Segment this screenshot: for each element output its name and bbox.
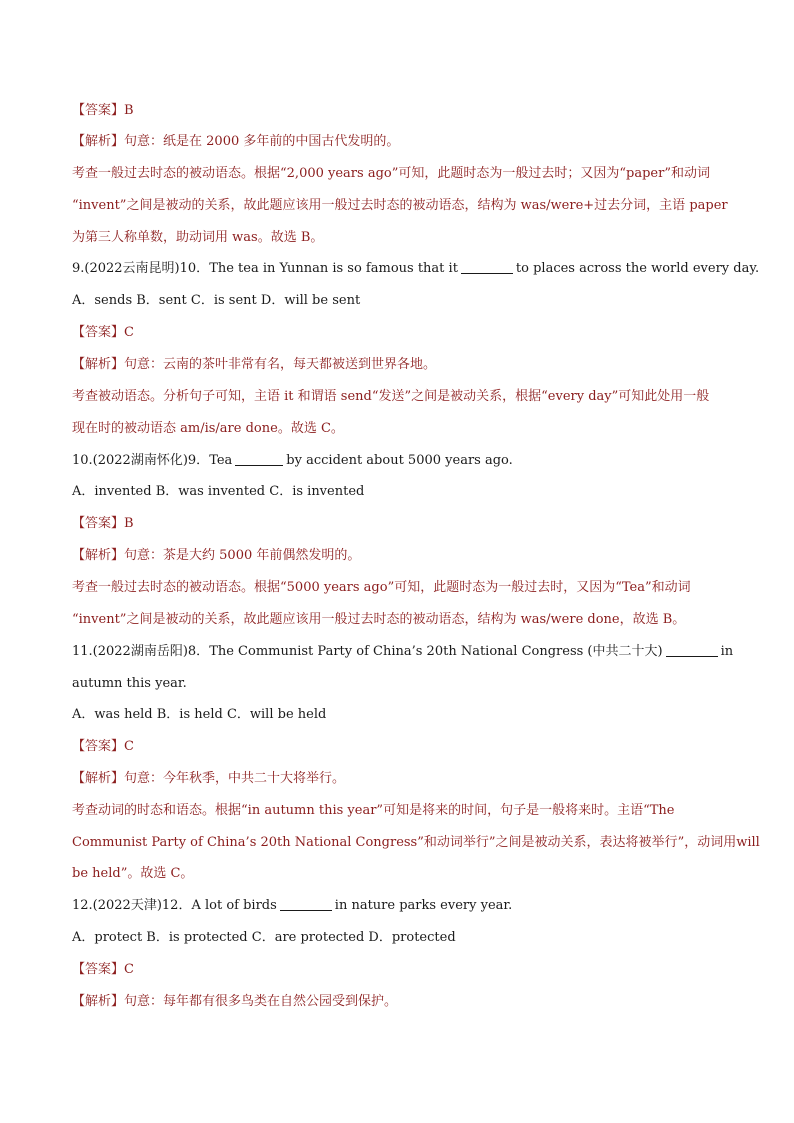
question-12-stem	[72, 895, 732, 917]
analysis-text: 。故选 C。	[127, 866, 194, 881]
analysis-text: 可知此处用一般	[618, 389, 710, 404]
question-text: Tea	[209, 453, 233, 468]
explain-line-8	[72, 131, 732, 153]
question-options: A．sends B．sent C．is sent D．will be sent	[72, 293, 361, 308]
explain-line-9	[72, 354, 732, 376]
answer-blank	[461, 261, 513, 274]
analysis-text: 和动词	[670, 166, 710, 181]
answer-label: 【答案】	[72, 325, 125, 340]
meaning-text: 今年秋季，中共二十大将举行。	[163, 771, 346, 786]
explain-line-11	[72, 768, 732, 790]
explain-label: 【解析】	[72, 548, 125, 563]
analysis-text: 可知是将来的时间，句子是一般将来时。主语	[383, 803, 644, 818]
question-source: 11.(2022湖南岳阳)8．	[72, 644, 210, 659]
explain-line-10	[72, 545, 732, 567]
meaning-label: 句意：	[124, 771, 164, 786]
answer-label: 【答案】	[72, 516, 125, 531]
analysis-text: 可知，此题时态为一般过去时，又因为	[394, 580, 616, 595]
answer-value: C	[124, 962, 134, 977]
analysis-term: will	[736, 835, 760, 850]
analysis-text: 考查一般过去时态的被动语态。根据	[72, 166, 281, 181]
analysis-line-9-1	[72, 386, 732, 408]
analysis-text: 之间是被动的关系，故此题应该用一般过去时态的被动语态，结构为	[126, 612, 521, 627]
meaning-label: 句意：	[124, 134, 164, 149]
meaning-text: 纸是在 2000 多年前的中国古代发明的。	[163, 134, 400, 149]
explain-label: 【解析】	[72, 134, 125, 149]
meaning-label: 句意：	[124, 548, 164, 563]
meaning-label: 句意：	[124, 357, 164, 372]
analysis-quote: “Tea”	[615, 580, 652, 595]
answer-value: B	[124, 103, 134, 118]
analysis-text: 。故选 B。	[257, 230, 324, 245]
analysis-line-9-2	[72, 418, 732, 440]
analysis-text: be held”	[72, 866, 128, 881]
question-source: 10.(2022湖南怀化)9．	[72, 453, 210, 468]
analysis-text: 之间是被动关系，根据	[411, 389, 542, 404]
question-text: to places across the world every day.	[515, 261, 760, 276]
answer-line-10	[72, 513, 732, 535]
analysis-line-11-3	[72, 863, 732, 885]
question-9-stem	[72, 258, 760, 280]
analysis-term: was/were done	[520, 612, 620, 627]
question-11-stem-cont	[72, 673, 732, 695]
question-text: The Communist Party of China’s 20th National Congress (中共二十大)	[209, 644, 663, 659]
answer-label: 【答案】	[72, 103, 125, 118]
question-11-stem	[72, 641, 732, 663]
analysis-line-10-1	[72, 577, 732, 599]
analysis-text: ”之间是被动关系，表达将被举行	[488, 835, 678, 850]
analysis-quote: “in autumn this year”	[241, 803, 384, 818]
meaning-text: 茶是大约 5000 年前偶然发明的。	[163, 548, 361, 563]
analysis-text: Communist Party of China’s 20th National Congress”	[72, 835, 424, 850]
analysis-quote: “every day”	[541, 389, 619, 404]
analysis-quote: “5000 years ago”	[280, 580, 395, 595]
question-options: A．was held B．is held C．will be held	[72, 707, 327, 722]
explain-label: 【解析】	[72, 357, 125, 372]
analysis-text: 之间是被动的关系，故此题应该用一般过去时态的被动语态，结构为	[126, 198, 521, 213]
question-11-options	[72, 704, 732, 726]
explain-label: 【解析】	[72, 771, 125, 786]
analysis-term: was/were+过去分词	[520, 198, 647, 213]
meaning-text: 云南的茶叶非常有名，每天都被送到世界各地。	[163, 357, 437, 372]
analysis-text: ”，动词用	[677, 835, 737, 850]
analysis-line-8-2	[72, 195, 732, 217]
answer-line-8	[72, 100, 732, 122]
question-text: The tea in Yunnan is so famous that it	[209, 261, 458, 276]
question-10-options	[72, 481, 732, 503]
question-options: A．protect B．is protected C．are protected D．protected	[72, 930, 456, 945]
answer-line-12	[72, 959, 732, 981]
analysis-quote: “2,000 years ago”	[280, 166, 399, 181]
question-text: in nature parks every year.	[334, 898, 513, 913]
answer-value: C	[124, 325, 134, 340]
analysis-line-10-2	[72, 609, 732, 631]
question-source: 12.(2022天津)12．	[72, 898, 192, 913]
analysis-quote: “发送”	[371, 389, 412, 404]
meaning-text: 每年都有很多鸟类在自然公园受到保护。	[163, 994, 398, 1009]
explain-line-12	[72, 991, 732, 1013]
analysis-text: 现在时的被动语态	[72, 421, 181, 436]
analysis-line-8-3	[72, 227, 732, 249]
analysis-term: paper	[689, 198, 728, 213]
analysis-line-11-1	[72, 800, 732, 822]
analysis-term: was	[232, 230, 258, 245]
answer-value: C	[124, 739, 134, 754]
answer-blank	[666, 644, 718, 657]
question-text: A lot of birds	[191, 898, 277, 913]
analysis-text: 可知，此题时态为一般过去时；又因为	[398, 166, 620, 181]
question-9-options	[72, 290, 732, 312]
analysis-quote: “paper”	[619, 166, 671, 181]
answer-label: 【答案】	[72, 739, 125, 754]
answer-value: B	[124, 516, 134, 531]
analysis-text: 考查被动语态。分析句子可知，主语 it 和谓语 send	[72, 389, 372, 404]
analysis-text: 和动词	[651, 580, 691, 595]
analysis-line-8-1	[72, 163, 732, 185]
answer-blank	[235, 453, 283, 466]
analysis-term: am/is/are done	[180, 421, 278, 436]
analysis-text: ，主语	[646, 198, 690, 213]
question-12-options	[72, 927, 732, 949]
analysis-text: 考查一般过去时态的被动语态。根据	[72, 580, 281, 595]
question-10-stem	[72, 450, 732, 472]
question-source: 9.(2022云南昆明)10．	[72, 261, 210, 276]
analysis-quote: “invent”	[72, 198, 127, 213]
question-text: by accident about 5000 years ago.	[286, 453, 513, 468]
question-text: autumn this year.	[72, 676, 187, 691]
question-options: A．invented B．was invented C．is invented	[72, 484, 365, 499]
question-text: in	[720, 644, 734, 659]
analysis-text: 。故选 C。	[277, 421, 344, 436]
meaning-label: 句意：	[124, 994, 164, 1009]
analysis-text: ，故选 B。	[619, 612, 686, 627]
analysis-quote: “invent”	[72, 612, 127, 627]
analysis-text: 和动词举行	[423, 835, 489, 850]
analysis-line-11-2	[72, 832, 760, 854]
answer-line-9	[72, 322, 732, 344]
answer-label: 【答案】	[72, 962, 125, 977]
analysis-text: 为第三人称单数，助动词用	[72, 230, 233, 245]
answer-blank	[280, 898, 332, 911]
analysis-text: 考查动词的时态和语态。根据	[72, 803, 242, 818]
analysis-quote: “The	[643, 803, 675, 818]
explain-label: 【解析】	[72, 994, 125, 1009]
answer-line-11	[72, 736, 732, 758]
